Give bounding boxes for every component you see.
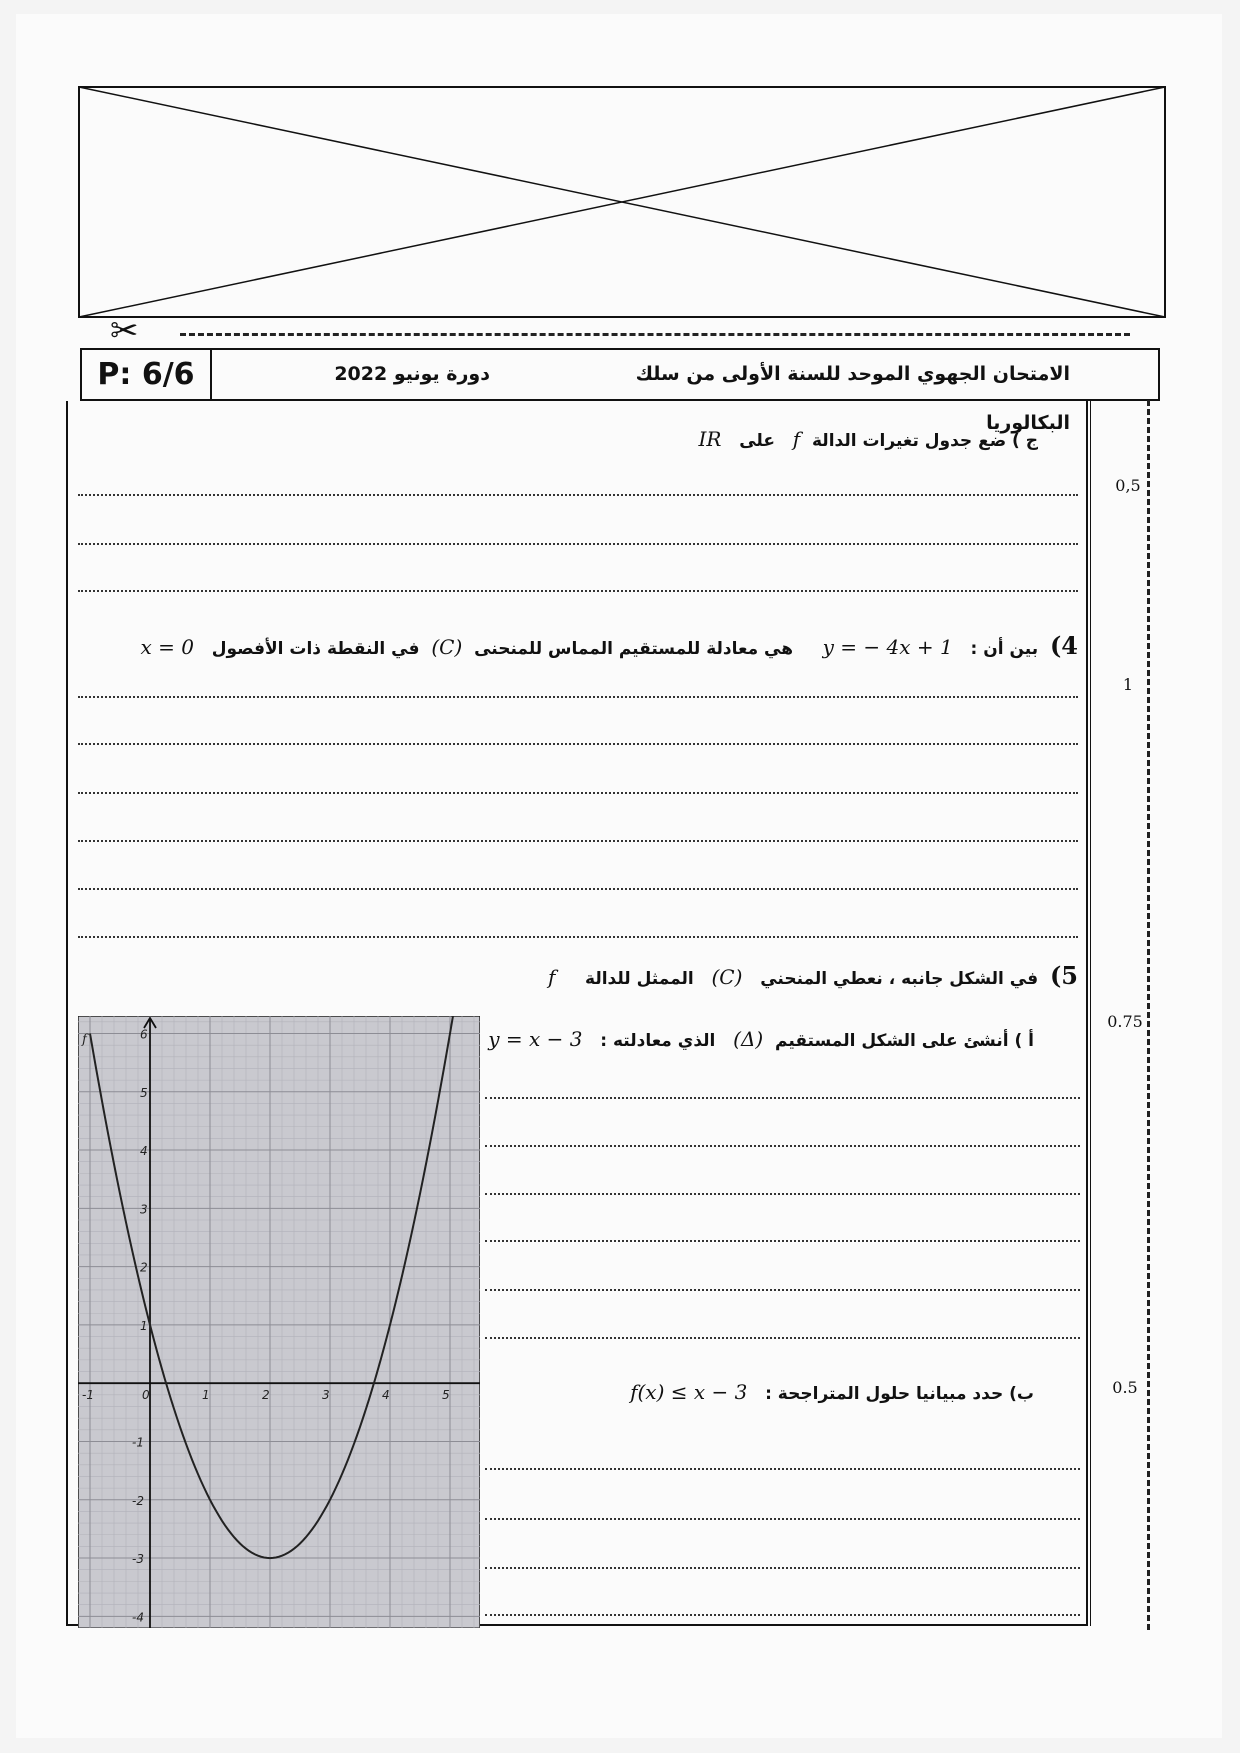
line-equation: y = x − 3 xyxy=(488,1027,583,1051)
graph-background xyxy=(78,1016,480,1628)
question-4-text: هي معادلة للمستقيم المماس للمنحنى xyxy=(474,639,794,659)
answer-line[interactable] xyxy=(485,1518,1080,1520)
real-set: IR xyxy=(698,427,722,451)
question-4-lead: بين أن : xyxy=(970,639,1039,659)
x-tick-label: 0 xyxy=(142,1388,150,1403)
function-f: f xyxy=(792,427,801,451)
abscissa: x = 0 xyxy=(140,635,194,659)
answer-line[interactable] xyxy=(485,1567,1080,1569)
y-tick-label: -4 xyxy=(132,1610,144,1625)
answer-line[interactable] xyxy=(78,590,1078,592)
x-tick-label: 1 xyxy=(202,1388,210,1403)
y-tick-label: 3 xyxy=(140,1202,148,1217)
mark-5a: 0.75 xyxy=(1107,1012,1143,1031)
y-tick-label: 1 xyxy=(140,1318,148,1333)
line-delta: (Δ) xyxy=(733,1027,764,1051)
answer-line[interactable] xyxy=(78,743,1078,745)
x-tick-label: 4 xyxy=(382,1388,390,1403)
tangent-equation: y = − 4x + 1 xyxy=(822,635,953,659)
question-5-intro-tail: الممثل للدالة xyxy=(585,969,694,989)
y-tick-label: -2 xyxy=(132,1493,144,1508)
y-tick-label: -1 xyxy=(132,1435,144,1450)
question-3c-on: على xyxy=(739,431,775,451)
answer-line[interactable] xyxy=(78,840,1078,842)
question-5-intro: في الشكل جانبه ، نعطي المنحني xyxy=(760,969,1039,989)
y-tick-label: 4 xyxy=(140,1144,148,1159)
y-tick-label: 2 xyxy=(140,1260,148,1275)
question-5a xyxy=(488,1025,1034,1055)
x-tick-label: 3 xyxy=(322,1388,330,1403)
answer-line[interactable] xyxy=(485,1337,1080,1339)
x-tick-label: -1 xyxy=(82,1388,94,1403)
question-3c xyxy=(698,425,1038,455)
answer-line[interactable] xyxy=(78,792,1078,794)
y-tick-label: -3 xyxy=(132,1552,144,1567)
y-tick-label: 5 xyxy=(140,1085,148,1100)
exam-session: دورة يونيو 2022 xyxy=(334,363,490,385)
marks-column-border-inner xyxy=(1090,401,1091,1626)
crossed-out-box xyxy=(78,86,1166,318)
function-f: f xyxy=(548,965,556,989)
answer-line[interactable] xyxy=(485,1614,1080,1616)
question-5a-text: أ ) أنشئ على الشكل المستقيم xyxy=(775,1031,1034,1051)
mark-4: 1 xyxy=(1122,675,1134,694)
x-tick-label: 2 xyxy=(262,1388,270,1403)
answer-line[interactable] xyxy=(485,1145,1080,1147)
scissors-icon: ✂ xyxy=(110,311,139,351)
answer-line[interactable] xyxy=(78,543,1078,545)
answer-line[interactable] xyxy=(485,1289,1080,1291)
question-5b xyxy=(630,1378,1034,1408)
y-tick-label: 6 xyxy=(140,1027,148,1042)
inequality: f(x) ≤ x − 3 xyxy=(630,1380,748,1404)
question-5-number: 5) xyxy=(1049,961,1078,990)
answer-line[interactable] xyxy=(485,1240,1080,1242)
curve-c: (C) xyxy=(711,965,743,989)
question-5b-text: ب) حدد مبيانيا حلول المتراجحة : xyxy=(765,1384,1034,1404)
cut-line xyxy=(180,333,1130,336)
mark-5b: 0.5 xyxy=(1112,1378,1138,1397)
curve-c: (C) xyxy=(431,635,463,659)
question-5 xyxy=(548,962,1078,993)
question-5a-tail: الذي معادلته : xyxy=(600,1031,716,1051)
answer-line[interactable] xyxy=(485,1193,1080,1195)
answer-line[interactable] xyxy=(78,696,1078,698)
question-4 xyxy=(140,632,1078,663)
frame-left-border xyxy=(66,401,68,1626)
answer-line[interactable] xyxy=(78,494,1078,496)
answer-line[interactable] xyxy=(485,1097,1080,1099)
answer-line[interactable] xyxy=(78,936,1078,938)
curve-label: f xyxy=(82,1032,87,1048)
page-label: P: 6/6 xyxy=(82,350,212,399)
function-graph xyxy=(78,1016,480,1628)
mark-3c: 0,5 xyxy=(1115,476,1141,495)
question-3c-text: ج ) ضع جدول تغيرات الدالة xyxy=(812,431,1038,451)
marks-column-border xyxy=(1086,401,1088,1626)
question-4-number: 4) xyxy=(1049,631,1078,660)
answer-line[interactable] xyxy=(485,1468,1080,1470)
answer-line[interactable] xyxy=(78,888,1078,890)
exam-title: الامتحان الجهوي الموحد للسنة الأولى من سلك البكالوريا xyxy=(635,363,1070,434)
question-4-tail: في النقطة ذات الأفصول xyxy=(211,639,420,659)
x-tick-label: 5 xyxy=(442,1388,450,1403)
